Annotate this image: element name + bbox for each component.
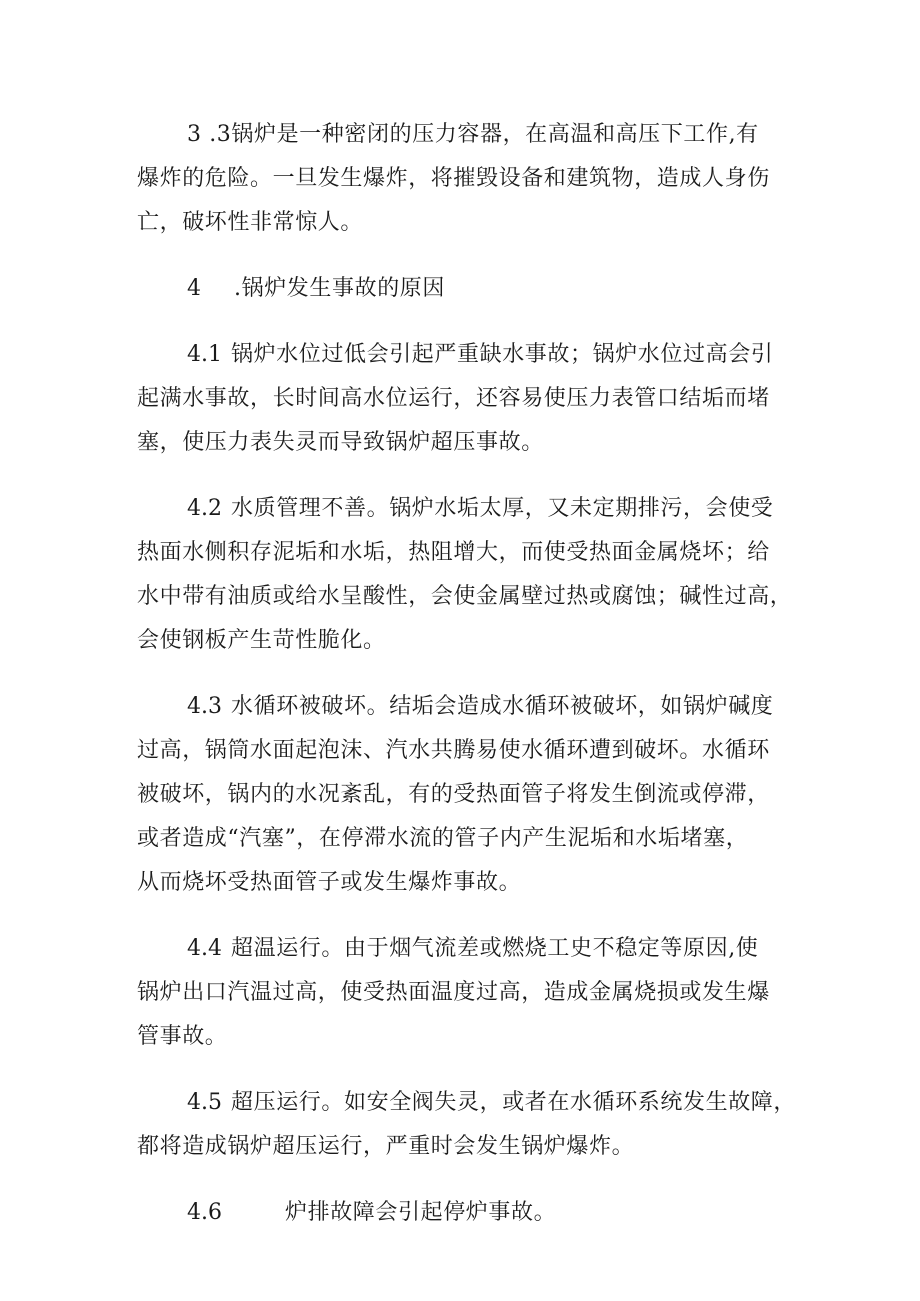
heading-text: .锅炉发生事故的原因	[234, 276, 445, 301]
first-line-text: 水循环被破坏。结垢会造成水循环被破坏，如锅炉碱度	[231, 694, 774, 719]
text-line: 会使钢板产生苛性脆化。	[137, 628, 386, 653]
section-number: 4.4	[187, 936, 222, 961]
text-line: 水中带有油质或给水呈酸性，会使金属壁过热或腐蚀；碱性过高，	[137, 584, 793, 609]
text-line: 塞，使压力表失灵而导致锅炉超压事故。	[137, 430, 544, 455]
first-line-text: 超温运行。由于烟气流差或燃烧工史不稳定等原因,使	[231, 936, 759, 961]
first-line-text: 水质管理不善。锅炉水垢太厚，又未定期排污，会使受	[231, 496, 774, 521]
text-line: 热面水侧积存泥垢和水垢，热阻增大，而使受热面金属烧坏；给	[137, 540, 770, 565]
section-number: 4.1	[187, 342, 222, 367]
first-line-text: 超压运行。如安全阀失灵，或者在水循环系统发生故障，	[231, 1090, 797, 1115]
text-line	[137, 1081, 803, 1125]
paragraph-4-2	[137, 487, 803, 663]
text-line: 管事故。	[137, 1024, 228, 1049]
document-body	[137, 113, 803, 1257]
first-line-text: 炉排故障会引起停炉事故。	[285, 1200, 557, 1225]
text-line: 爆炸的危险。一旦发生爆炸，将摧毁设备和建筑物，造成人身伤	[137, 166, 770, 191]
section-number: 4	[187, 276, 201, 301]
text-line	[137, 685, 803, 729]
text-line	[137, 487, 803, 531]
first-line-text: 锅炉水位过低会引起严重缺水事故；锅炉水位过高会引	[231, 342, 774, 367]
text-line: 或者造成“汽塞”，在停滞水流的管子内产生泥垢和水垢堵塞，	[137, 826, 749, 851]
text-line	[137, 1191, 803, 1235]
text-line: 被破坏，锅内的水况紊乱，有的受热面管子将发生倒流或停滞，	[137, 782, 770, 807]
paragraph-4-4	[137, 927, 803, 1059]
text-line: 3 .3锅炉是一种密闭的压力容器，在高温和高压下工作,有	[187, 122, 759, 147]
heading-line	[137, 267, 803, 311]
paragraph-4-6	[137, 1191, 803, 1235]
paragraph-4-1	[137, 333, 803, 465]
paragraph-4-5	[137, 1081, 803, 1169]
text-line: 亡，破坏性非常惊人。	[137, 210, 364, 235]
text-line: 从而烧坏受热面管子或发生爆炸事故。	[137, 870, 522, 895]
text-line: 起满水事故，长时间高水位运行，还容易使压力表管口结垢而堵	[137, 386, 770, 411]
heading-4	[137, 267, 803, 311]
paragraph-3-3	[137, 113, 803, 245]
text-line: 都将造成锅炉超压运行，严重时会发生锅炉爆炸。	[137, 1134, 635, 1159]
text-line	[137, 333, 803, 377]
text-line: 锅炉出口汽温过高，使受热面温度过高，造成金属烧损或发生爆	[137, 980, 770, 1005]
paragraph-4-3	[137, 685, 803, 905]
text-line	[137, 927, 803, 971]
section-number: 4.3	[187, 694, 222, 719]
text-line: 过高，锅筒水面起泡沫、汽水共腾易使水循环遭到破坏。水循环	[137, 738, 770, 763]
section-number: 4.5	[187, 1090, 222, 1115]
section-number: 4.6	[187, 1200, 222, 1225]
section-number: 4.2	[187, 496, 222, 521]
